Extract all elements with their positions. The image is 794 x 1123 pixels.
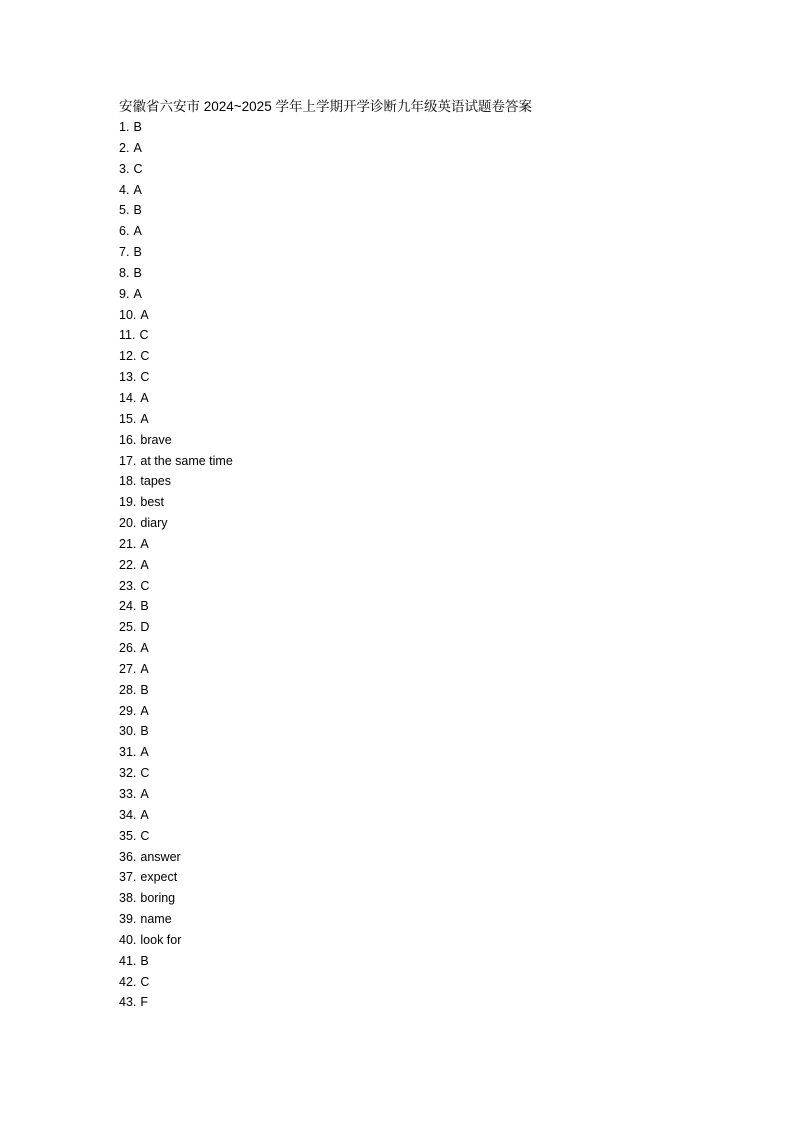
answer-number: 30.	[119, 724, 137, 739]
answer-item	[119, 972, 233, 993]
answer-number: 8.	[119, 265, 130, 280]
answer-item	[119, 596, 233, 617]
answer-text: B	[140, 599, 149, 614]
answer-text: A	[140, 307, 149, 322]
answer-item	[119, 200, 233, 221]
answer-text: B	[140, 724, 149, 739]
answer-text: C	[140, 349, 150, 364]
answer-item	[119, 513, 233, 534]
document-title: 安徽省六安市 2024~2025 学年上学期开学诊断九年级英语试题卷答案	[119, 99, 532, 114]
answer-number: 20.	[119, 516, 137, 531]
answer-number: 38.	[119, 891, 137, 906]
answer-item	[119, 784, 233, 805]
answer-item	[119, 638, 233, 659]
answer-item	[119, 138, 233, 159]
answer-text: A	[133, 140, 142, 155]
answer-item	[119, 909, 233, 930]
answer-text: A	[140, 807, 149, 822]
answer-item	[119, 242, 233, 263]
answer-number: 23.	[119, 578, 137, 593]
answer-number: 11.	[119, 328, 136, 343]
answer-number: 32.	[119, 766, 137, 781]
answer-item	[119, 701, 233, 722]
answer-item	[119, 930, 233, 951]
answer-number: 22.	[119, 557, 137, 572]
answer-number: 9.	[119, 286, 130, 301]
answer-text: C	[133, 161, 143, 176]
answer-text: A	[133, 224, 142, 239]
answer-list	[119, 117, 233, 1013]
answer-number: 26.	[119, 641, 137, 656]
answer-number: 42.	[119, 974, 137, 989]
answer-text: A	[140, 787, 149, 801]
answer-item	[119, 680, 233, 701]
answer-number: 6.	[119, 224, 130, 239]
answer-number: 36.	[119, 849, 137, 864]
answer-number: 39.	[119, 912, 137, 927]
answer-item	[119, 180, 233, 201]
answer-number: 14.	[119, 390, 137, 405]
answer-number: 41.	[119, 953, 137, 968]
answer-number: 19.	[119, 495, 137, 510]
answer-text: F	[140, 995, 149, 1010]
answer-number: 4.	[119, 182, 130, 197]
answer-item	[119, 409, 233, 430]
answer-text: A	[133, 286, 142, 301]
answer-item	[119, 847, 233, 868]
answer-text: best	[140, 495, 165, 510]
answer-text: A	[140, 536, 149, 551]
answer-item	[119, 492, 233, 513]
answer-item	[119, 159, 233, 180]
answer-text: C	[140, 578, 150, 593]
answer-number: 28.	[119, 682, 137, 697]
answer-number: 29.	[119, 703, 137, 718]
answer-text: boring	[140, 891, 176, 906]
answer-text: look for	[140, 932, 182, 947]
answer-text: A	[140, 390, 149, 405]
answer-item	[119, 388, 233, 409]
answer-item	[119, 805, 233, 826]
answer-number: 10.	[119, 307, 137, 322]
answer-item	[119, 471, 233, 492]
answer-number: 43.	[119, 995, 137, 1010]
answer-number: 40.	[119, 932, 137, 947]
answer-number: 1.	[119, 120, 130, 134]
answer-number: 18.	[119, 474, 137, 489]
answer-item	[119, 221, 233, 242]
answer-number: 35.	[119, 828, 137, 843]
answer-item	[119, 576, 233, 597]
answer-text: tapes	[140, 474, 171, 489]
answer-text: B	[133, 265, 142, 280]
answer-item	[119, 325, 233, 346]
answer-number: 3.	[119, 161, 130, 176]
answer-number: 16.	[119, 432, 137, 447]
answer-text: A	[140, 703, 149, 718]
answer-item	[119, 284, 233, 305]
answer-text: B	[133, 245, 142, 260]
answer-item	[119, 367, 233, 388]
answer-item	[119, 430, 233, 451]
answer-number: 33.	[119, 787, 137, 801]
answer-text: A	[133, 182, 142, 197]
answer-text: B	[133, 203, 142, 218]
answer-item	[119, 555, 233, 576]
answer-text: B	[140, 682, 149, 697]
answer-item	[119, 305, 233, 326]
answer-text: B	[140, 953, 149, 968]
answer-text: C	[140, 766, 150, 781]
answer-text: B	[133, 120, 142, 134]
answer-item	[119, 721, 233, 742]
answer-text: answer	[140, 849, 181, 864]
answer-number: 13.	[119, 370, 137, 385]
answer-text: C	[140, 974, 150, 989]
answer-number: 34.	[119, 807, 137, 822]
answer-item	[119, 263, 233, 284]
answer-text: expect	[140, 870, 178, 885]
answer-item	[119, 346, 233, 367]
answer-number: 25.	[119, 620, 137, 635]
answer-text: A	[140, 557, 149, 572]
answer-number: 5.	[119, 203, 130, 218]
answer-text: brave	[140, 432, 172, 447]
answer-item	[119, 763, 233, 784]
answer-text: C	[140, 370, 150, 385]
answer-number: 17.	[119, 453, 137, 468]
answer-item	[119, 951, 233, 972]
answer-item	[119, 992, 233, 1013]
answer-number: 12.	[119, 349, 137, 364]
answer-text: name	[140, 912, 172, 927]
answer-number: 27.	[119, 661, 137, 676]
answer-text: C	[139, 328, 149, 343]
answer-text: at the same time	[140, 453, 233, 468]
answer-item	[119, 867, 233, 888]
answer-item	[119, 742, 233, 763]
answer-number: 7.	[119, 245, 130, 260]
answer-text: A	[140, 661, 149, 676]
answer-number: 2.	[119, 140, 130, 155]
answer-item	[119, 451, 233, 472]
answer-text: D	[140, 620, 150, 635]
answer-number: 24.	[119, 599, 137, 614]
answer-item	[119, 534, 233, 555]
answer-number: 37.	[119, 870, 137, 885]
answer-item	[119, 117, 233, 138]
answer-text: A	[140, 641, 149, 656]
answer-item	[119, 888, 233, 909]
answer-text: C	[140, 828, 150, 843]
answer-number: 21.	[119, 536, 137, 551]
answer-item	[119, 826, 233, 847]
answer-text: A	[140, 745, 149, 760]
answer-number: 31.	[119, 745, 137, 760]
answer-text: diary	[140, 516, 168, 531]
answer-item	[119, 659, 233, 680]
answer-item	[119, 617, 233, 638]
answer-text: A	[140, 411, 149, 426]
answer-number: 15.	[119, 411, 137, 426]
